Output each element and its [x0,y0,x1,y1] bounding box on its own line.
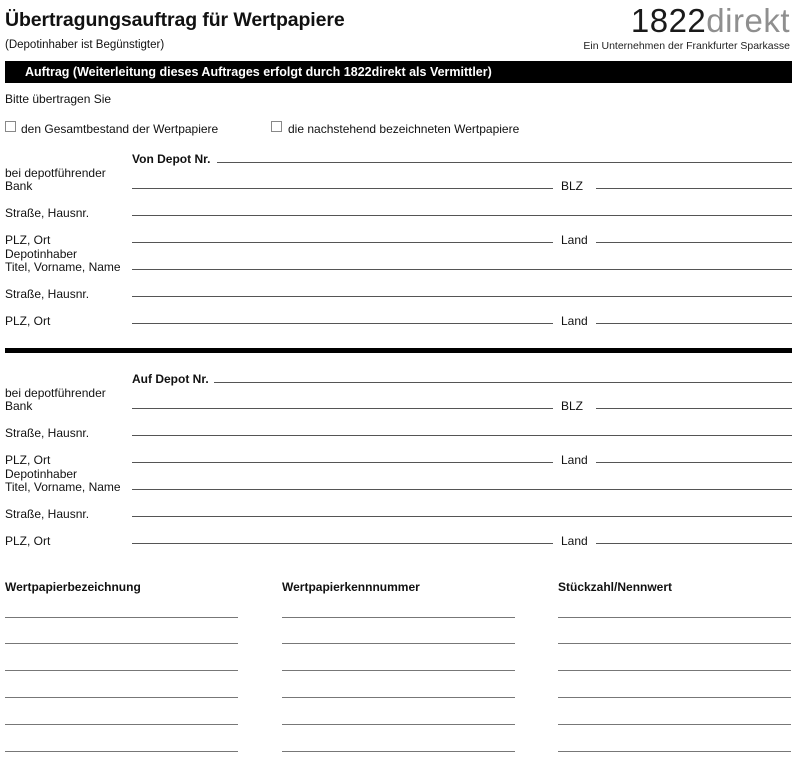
from-land-field[interactable] [596,242,792,243]
section-divider [5,348,792,353]
to-holder-label-2: Titel, Vorname, Name [5,480,121,494]
to-blz-label: BLZ [561,399,584,413]
col-header-id: Wertpapierkennnummer [282,580,420,594]
from-blz-field[interactable] [596,188,792,189]
from-holder-land-label: Land [561,314,588,328]
to-bank-field[interactable] [132,408,553,409]
to-blz-field[interactable] [596,408,792,409]
from-holder-plz-label: PLZ, Ort [5,314,51,328]
to-holder-land-field[interactable] [596,543,792,544]
page-subtitle: (Depotinhaber ist Begünstigter) [5,39,165,51]
to-land-field[interactable] [596,462,792,463]
col-header-qty: Stückzahl/Nennwert [558,580,673,594]
from-plz-label: PLZ, Ort [5,233,51,247]
from-bank-field[interactable] [132,188,553,189]
logo-word: direkt [706,2,790,39]
security-qty-field[interactable] [558,697,791,698]
intro-text: Bitte übertragen Sie [5,92,112,106]
checkbox-total[interactable] [5,121,16,132]
to-depot-number-field[interactable] [214,382,792,383]
to-holder-plz-field[interactable] [132,543,553,544]
to-bank-label-1: bei depotführender [5,386,106,400]
to-bank-label-2: Bank [5,399,33,413]
security-id-field[interactable] [282,617,515,618]
to-depot-label: Auf Depot Nr. [132,372,209,386]
from-holder-name-field[interactable] [132,269,792,270]
col-header-name: Wertpapierbezeichnung [5,580,141,594]
to-holder-street-field[interactable] [132,516,792,517]
to-holder-name-field[interactable] [132,489,792,490]
security-qty-field[interactable] [558,670,791,671]
security-id-field[interactable] [282,697,515,698]
logo-tagline: Ein Unternehmen der Frankfurter Sparkasse [583,40,790,52]
security-id-field[interactable] [282,724,515,725]
to-land-label: Land [561,453,588,467]
security-qty-field[interactable] [558,724,791,725]
checkbox-specific[interactable] [271,121,282,132]
to-holder-land-label: Land [561,534,588,548]
from-street-label: Straße, Hausnr. [5,206,90,220]
from-holder-street-label: Straße, Hausnr. [5,287,90,301]
from-blz-label: BLZ [561,179,584,193]
order-banner: Auftrag (Weiterleitung dieses Auftrages erfolgt durch 1822direkt als Vermittler) [5,61,792,83]
from-holder-plz-field[interactable] [132,323,553,324]
from-holder-label-1: Depotinhaber [5,247,78,261]
from-plz-field[interactable] [132,242,553,243]
from-bank-label-1: bei depotführender [5,166,106,180]
security-name-field[interactable] [5,670,238,671]
to-holder-street-label: Straße, Hausnr. [5,507,90,521]
page-title: Übertragungsauftrag für Wertpapiere [5,9,345,31]
from-depot-label: Von Depot Nr. [132,152,211,166]
from-holder-land-field[interactable] [596,323,792,324]
security-name-field[interactable] [5,724,238,725]
security-id-field[interactable] [282,670,515,671]
option-total-label: den Gesamtbestand der Wertpapiere [21,122,219,136]
from-holder-street-field[interactable] [132,296,792,297]
security-qty-field[interactable] [558,643,791,644]
to-plz-field[interactable] [132,462,553,463]
from-land-label: Land [561,233,588,247]
security-qty-field[interactable] [558,751,791,752]
to-street-label: Straße, Hausnr. [5,426,90,440]
from-street-field[interactable] [132,215,792,216]
security-id-field[interactable] [282,751,515,752]
to-street-field[interactable] [132,435,792,436]
security-name-field[interactable] [5,751,238,752]
to-holder-plz-label: PLZ, Ort [5,534,51,548]
from-holder-label-2: Titel, Vorname, Name [5,260,121,274]
security-name-field[interactable] [5,617,238,618]
security-name-field[interactable] [5,643,238,644]
security-qty-field[interactable] [558,617,791,618]
to-plz-label: PLZ, Ort [5,453,51,467]
logo-number: 1822 [630,2,707,39]
option-specific-label: die nachstehend bezeichneten Wertpapiere [288,122,520,136]
from-depot-number-field[interactable] [217,162,792,163]
security-name-field[interactable] [5,697,238,698]
brand-logo [631,2,790,40]
security-id-field[interactable] [282,643,515,644]
to-holder-label-1: Depotinhaber [5,467,78,481]
from-bank-label-2: Bank [5,179,33,193]
